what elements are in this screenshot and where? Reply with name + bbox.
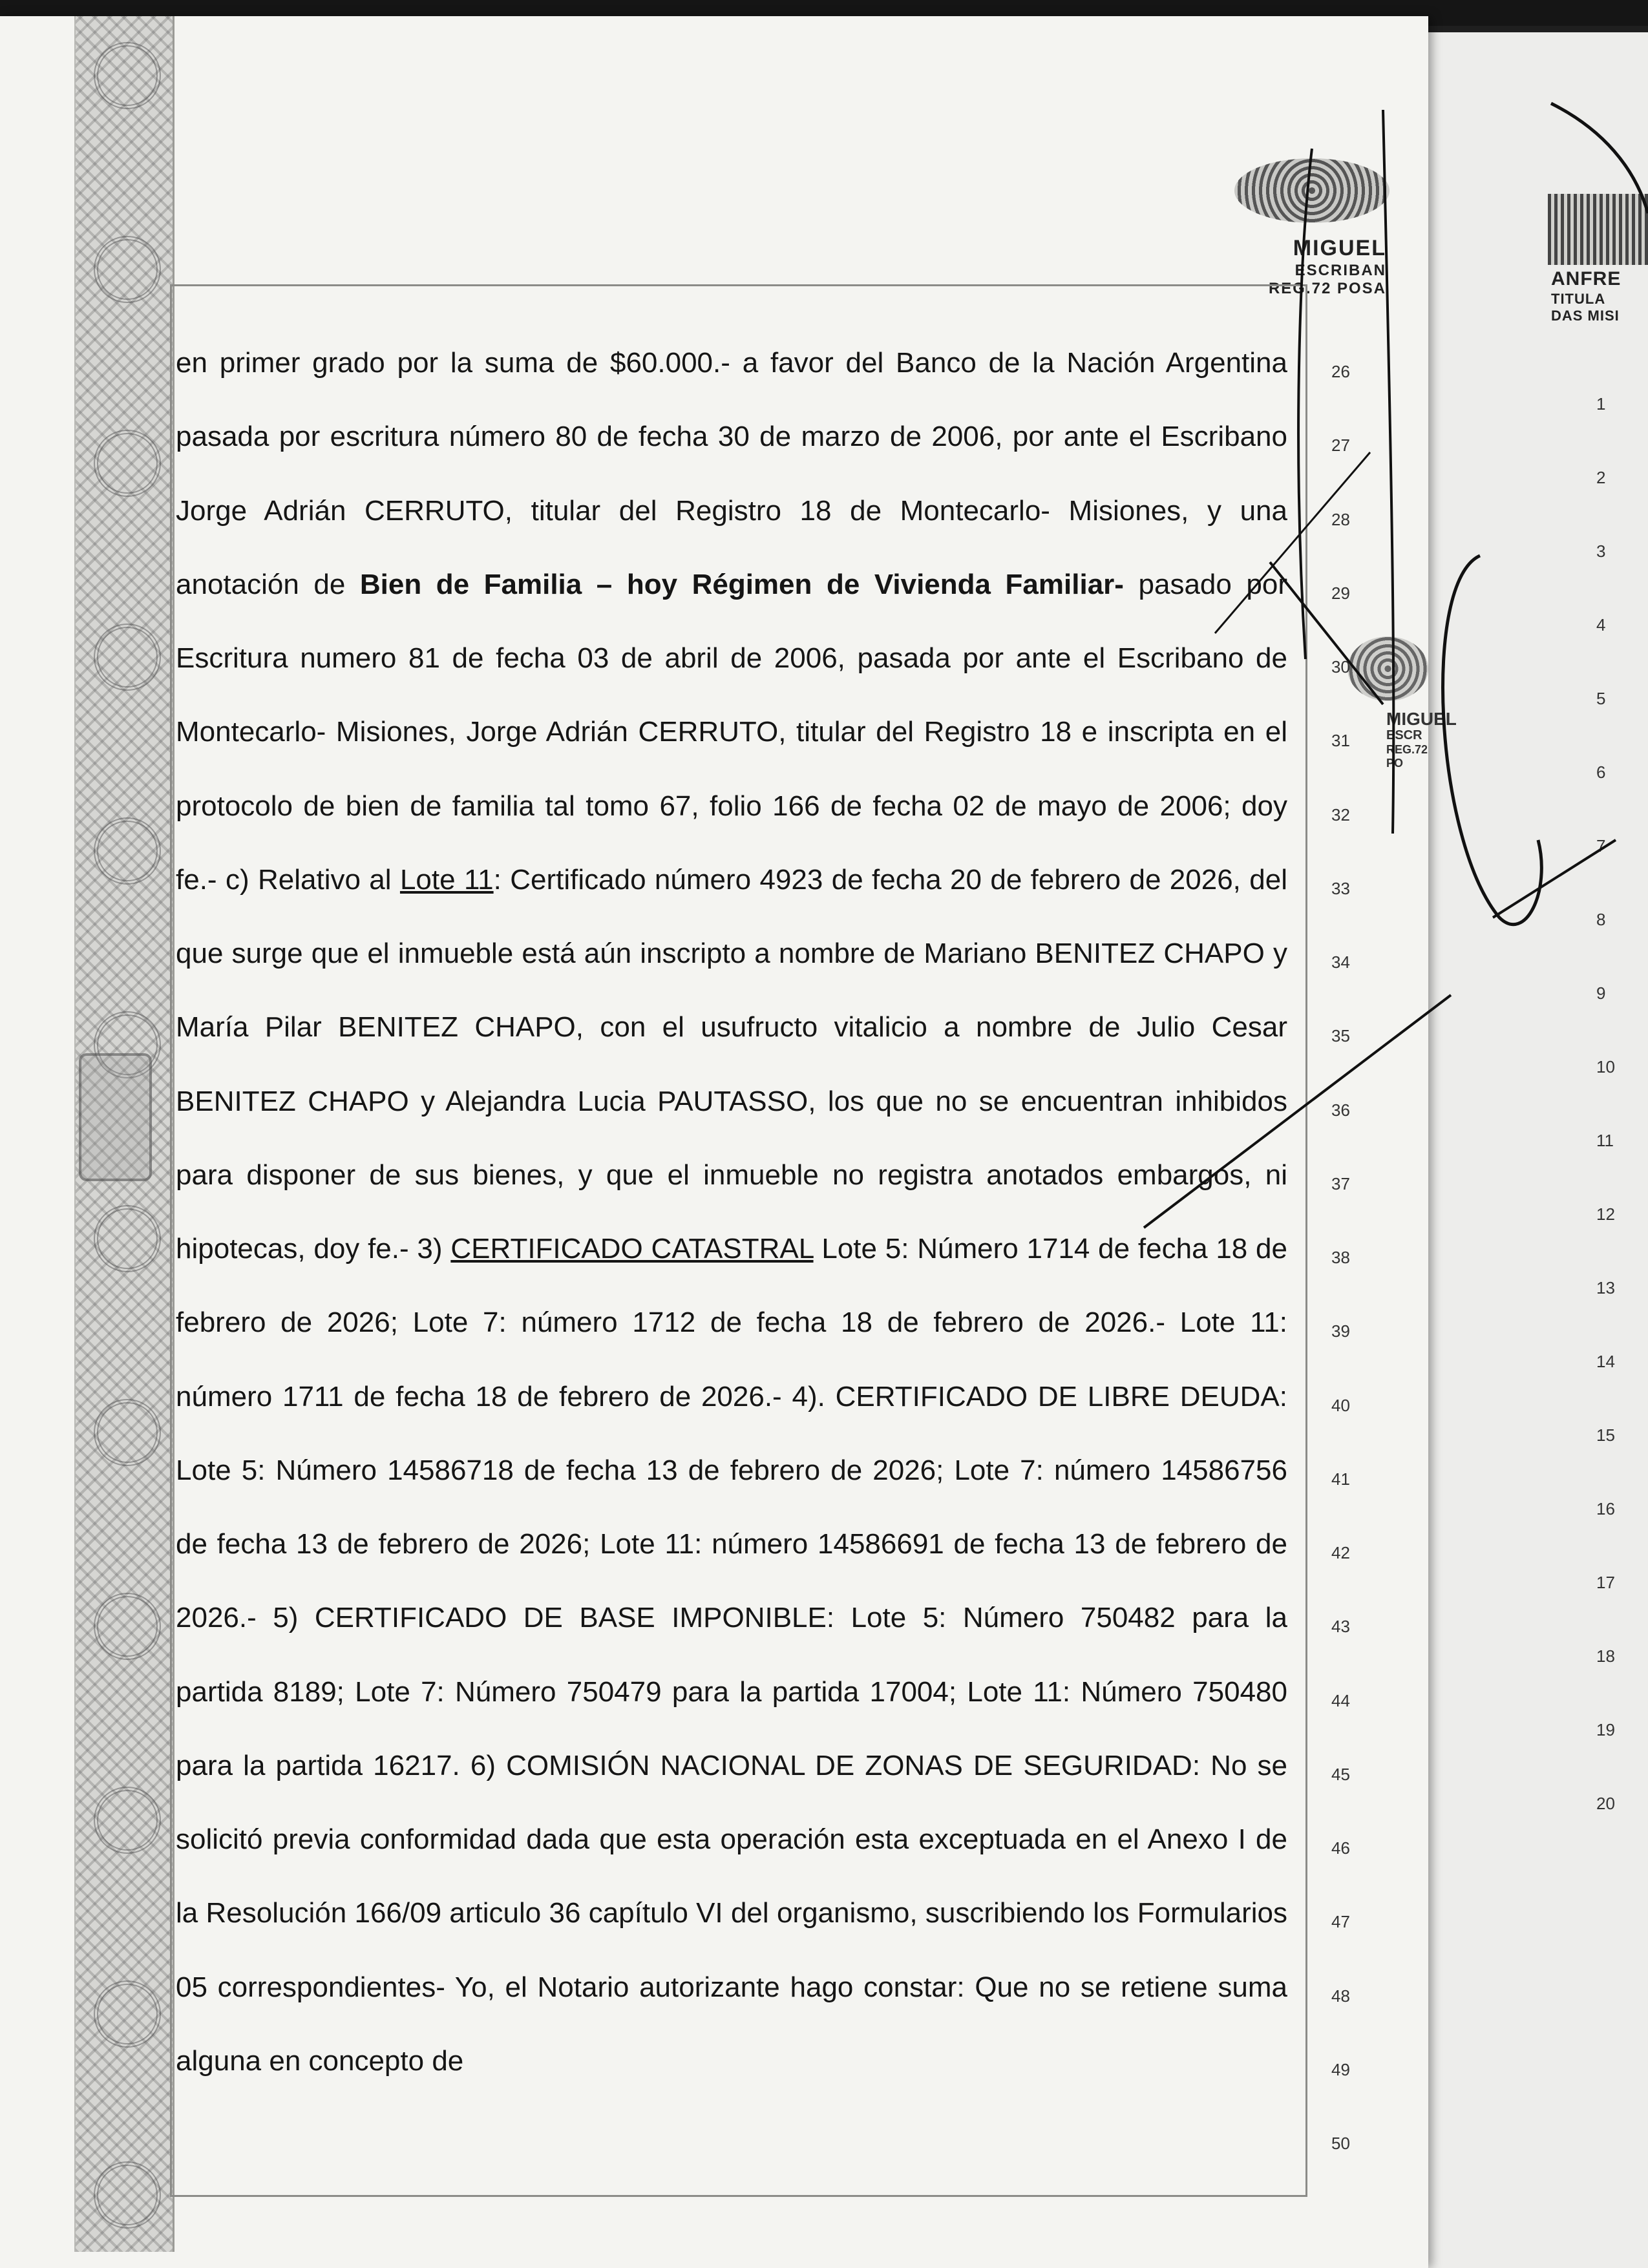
next-page-line-number: 17	[1596, 1573, 1615, 1592]
next-page-line-number: 10	[1596, 1057, 1615, 1076]
text-segment: en primer grado por la suma de $60.000.- a favor del Banco de la Nación Argentina pasada por escritura número 80 de fecha 30 de marzo de 2006, por ante el Escribano Jorge Adrián CERRUTO, titular del Registro 18 de Montecarlo- Misiones, y una anotación de	[176, 347, 1287, 600]
stamp-role: ESCRIBAN	[1294, 262, 1386, 279]
next-page-line-number: 19	[1596, 1720, 1615, 1739]
ornament-icon	[94, 42, 161, 109]
next-page-line-number: 12	[1596, 1204, 1615, 1224]
stamp-role: ESCR	[1386, 728, 1422, 742]
ornament-icon	[94, 1787, 161, 1854]
line-number: 44	[1331, 1690, 1350, 1710]
line-number: 31	[1331, 731, 1350, 751]
next-page-line-number: 4	[1596, 615, 1606, 635]
stamp-emblem-icon	[1234, 158, 1389, 223]
next-page-line-number: 7	[1596, 836, 1606, 856]
line-number: 28	[1331, 509, 1350, 529]
line-number: 33	[1331, 878, 1350, 898]
next-page-line-number: 15	[1596, 1425, 1615, 1445]
bold-phrase: Bien de Familia – hoy Régimen de Vivienda Familiar-	[359, 568, 1124, 600]
next-page-line-number: 3	[1596, 541, 1606, 561]
next-page-line-number: 14	[1596, 1352, 1615, 1371]
province-seal-icon	[79, 1053, 152, 1181]
line-number: 30	[1331, 657, 1350, 677]
line-number-column	[1331, 362, 1383, 2207]
line-number: 46	[1331, 1838, 1350, 1858]
stamp-registry: REG.72 POSA	[1268, 280, 1386, 297]
line-number: 41	[1331, 1469, 1350, 1489]
next-page-line-number: 20	[1596, 1794, 1615, 1813]
line-number: 47	[1331, 1912, 1350, 1932]
next-page-line-number: 2	[1596, 468, 1606, 487]
next-page-line-number: 5	[1596, 689, 1606, 708]
line-number: 29	[1331, 583, 1350, 603]
line-number: 34	[1331, 952, 1350, 972]
line-number: 38	[1331, 1248, 1350, 1267]
line-number: 26	[1331, 362, 1350, 381]
next-page-line-number: 6	[1596, 762, 1606, 782]
next-page-line-number: 16	[1596, 1499, 1615, 1518]
ornament-icon	[94, 624, 161, 691]
underlined-phrase: CERTIFICADO CATASTRAL	[450, 1233, 814, 1265]
line-number: 40	[1331, 1395, 1350, 1415]
ornament-icon	[94, 1593, 161, 1660]
line-number: 36	[1331, 1100, 1350, 1120]
line-number: 27	[1331, 436, 1350, 456]
line-number: 50	[1331, 2134, 1350, 2153]
line-number: 39	[1331, 1321, 1350, 1341]
next-page-line-number: 18	[1596, 1646, 1615, 1666]
stamp-name: MIGUEL	[1386, 709, 1457, 729]
stamp-registry: REG.72 PO	[1386, 743, 1428, 770]
next-page-line-number: 8	[1596, 910, 1606, 929]
stamp-name: ANFRE	[1551, 268, 1622, 289]
text-segment: pasado por Escritura numero 81 de fecha 03 de abril de 2006, pasada por ante el Escribano de Montecarlo- Misiones, Jorge Adrián CERRUTO, titular del Registro 18 e inscripta en el protocolo de bien de familia tal tomo 67, folio 166 de fecha 02 de mayo de 2006; doy fe.- c) Relativo al	[176, 568, 1287, 896]
line-number: 48	[1331, 1986, 1350, 2006]
ornament-icon	[94, 236, 161, 303]
line-number: 49	[1331, 2059, 1350, 2079]
next-page-line-number: 13	[1596, 1278, 1615, 1297]
notary-stamp	[1228, 158, 1389, 297]
ornament-icon	[94, 1980, 161, 2048]
ornament-icon	[94, 430, 161, 497]
ornament-icon	[94, 1399, 161, 1466]
stamp-name: MIGUEL	[1293, 236, 1386, 260]
ornament-icon	[94, 2161, 161, 2229]
stamp-role: TITULA	[1551, 291, 1606, 307]
notary-stamp-next-page	[1548, 194, 1648, 336]
line-number: 45	[1331, 1764, 1350, 1784]
line-number: 37	[1331, 1173, 1350, 1193]
line-number: 43	[1331, 1617, 1350, 1637]
ornament-icon	[94, 1205, 161, 1272]
ornament-icon	[94, 817, 161, 885]
stamp-place: DAS MISI	[1551, 308, 1620, 324]
line-number: 35	[1331, 1026, 1350, 1046]
next-page-line-number: 11	[1596, 1131, 1614, 1150]
underlined-phrase: Lote 11	[399, 863, 494, 896]
text-segment: Lote 5: Número 1714 de fecha 18 de febrero de 2026; Lote 7: número 1712 de fecha 18 de febrero de 2026.- Lote 11: número 1711 de fecha 18 de febrero de 2026.- 4). CERTIFICADO DE LIBRE DEUDA: Lote 5: Número 14586718 de fecha 13 de febrero de 2026; Lote 7: número 14586756 de fecha 13 de febrero de 2026; Lote 11: número 14586691 de fecha 13 de febrero de 2026.- 5) CERTIFICADO DE BASE IMPONIBLE: Lote 5: Número 750482 para la partida 8189; Lote 7: Número 750479 para la partida 17004; Lote 11: Número 750480 para la partida 16217. 6) COMISIÓN NACIONAL DE ZONAS DE SEGURIDAD: No se solicitó previa conformidad dada que esta operación esta exceptuada en el Anexo I de la Resolución 166/09 articulo 36 capítulo VI del organismo, suscribiendo los Formularios 05 correspondientes- Yo, el Notario autorizante hago constar: Que no se retiene suma alguna en concepto de	[176, 1233, 1287, 2077]
text-segment: : Certificado número 4923 de fecha 20 de febrero de 2026, del que surge que el inmueble está aún inscripto a nombre de Mariano BENITEZ CHAPO y María Pilar BENITEZ CHAPO, con el usufructo vitalicio a nombre de Julio Cesar BENITEZ CHAPO y Alejandra Lucia PAUTASSO, los que no se encuentran inhibidos para disponer de sus bienes, y que el inmueble no registra anotados embargos, ni hipotecas, doy fe.- 3)	[176, 863, 1287, 1265]
next-page-line-number: 9	[1596, 983, 1606, 1003]
stamp-emblem-icon	[1548, 194, 1648, 265]
line-number: 32	[1331, 804, 1350, 824]
deed-body-text	[176, 326, 1287, 2098]
next-page-line-numbers	[1596, 394, 1642, 1867]
line-number: 42	[1331, 1543, 1350, 1562]
next-page-line-number: 1	[1596, 394, 1606, 414]
